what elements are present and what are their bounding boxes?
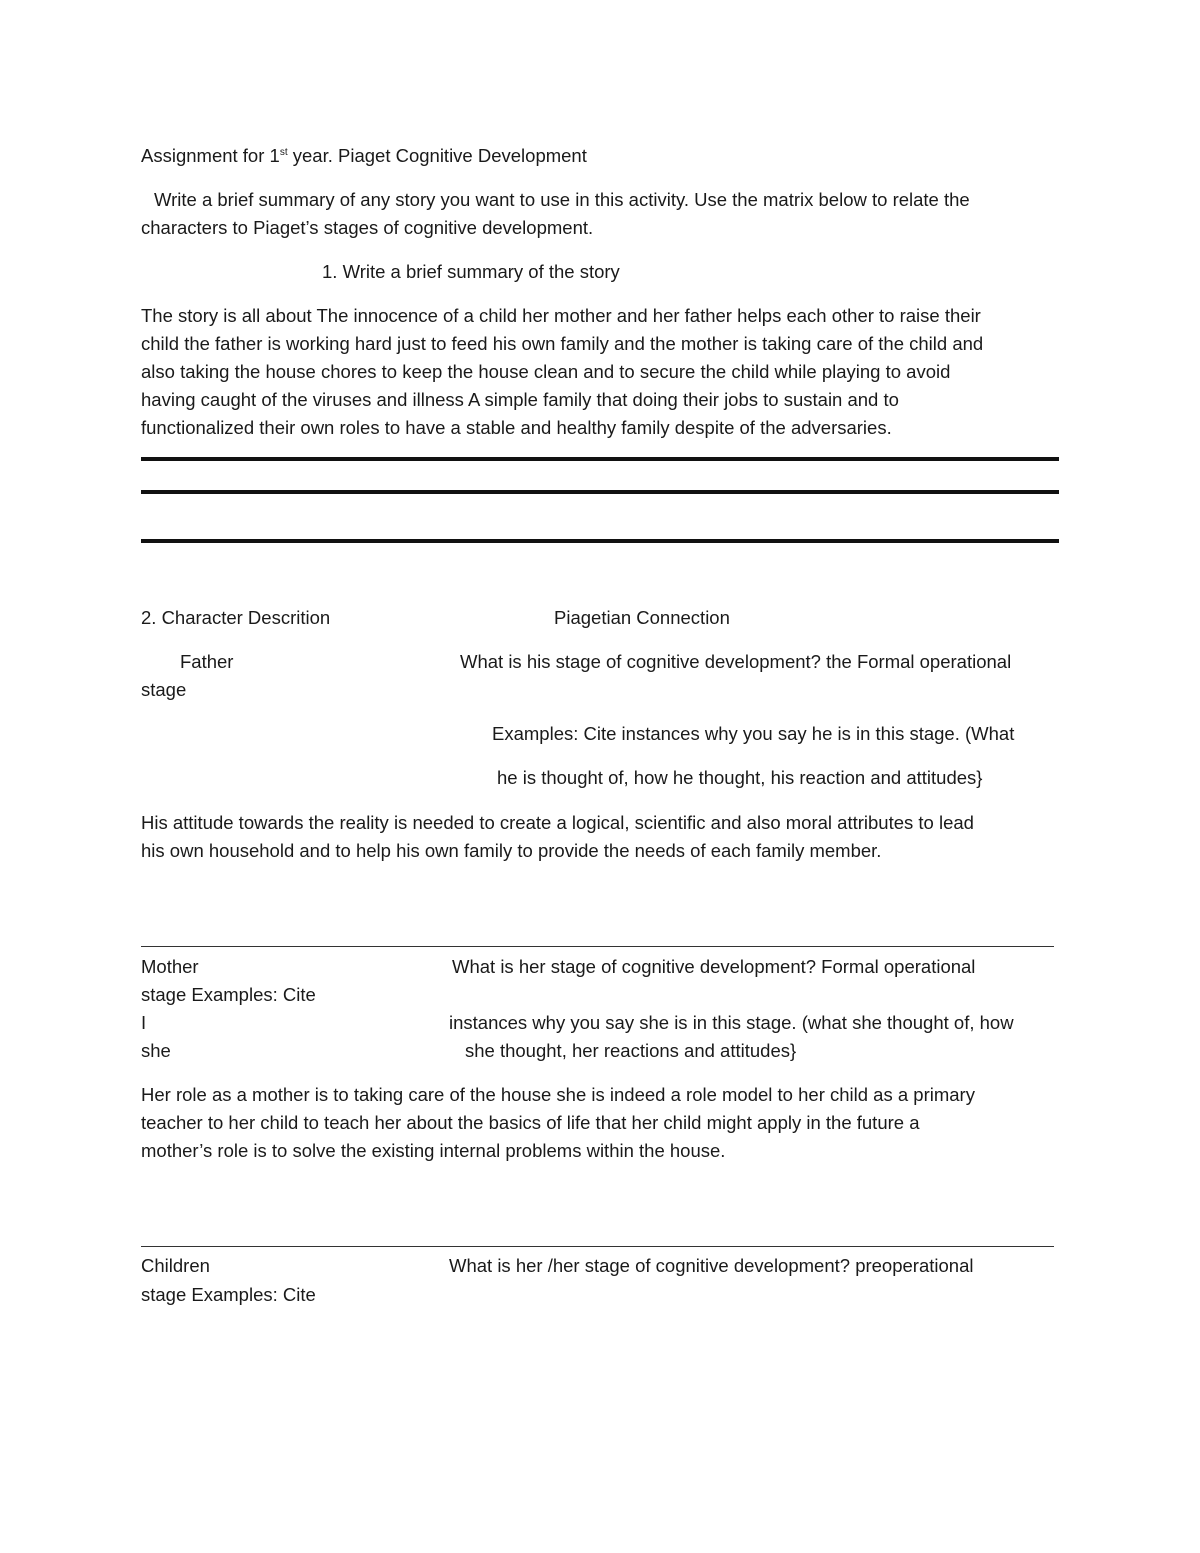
father-answer-line: his own household and to help his own family to provide the needs of each family member. xyxy=(141,840,882,861)
divider xyxy=(141,946,1054,947)
mother-answer-line: mother’s role is to solve the existing internal problems within the house. xyxy=(141,1140,726,1161)
section1-heading: 1. Write a brief summary of the story xyxy=(322,261,620,282)
children-stage-cont: stage Examples: Cite xyxy=(141,1284,316,1305)
summary-line: having caught of the viruses and illness A simple family that doing their jobs to sustain and to xyxy=(141,389,899,410)
mother-answer-line: teacher to her child to teach her about the basics of life that her child might apply in the future a xyxy=(141,1112,920,1133)
children-label: Children xyxy=(141,1255,210,1276)
mother-left-fragment: I xyxy=(141,1012,147,1033)
mother-examples-prompt-2: she thought, her reactions and attitudes} xyxy=(465,1040,797,1061)
section2-col2-heading: Piagetian Connection xyxy=(554,607,730,628)
summary-line: The story is all about The innocence of a child her mother and her father helps each other to raise their xyxy=(141,305,981,326)
children-stage-question: What is her /her stage of cognitive development? preoperational xyxy=(449,1255,974,1276)
mother-left-fragment: she xyxy=(141,1040,171,1061)
mother-answer-line: Her role as a mother is to taking care of the house she is indeed a role model to her child as a primary xyxy=(141,1084,975,1105)
summary-line: child the father is working hard just to feed his own family and the mother is taking care of the child and xyxy=(141,333,984,354)
answer-line-1 xyxy=(141,457,1059,461)
instructions-line-1: Write a brief summary of any story you want to use in this activity. Use the matrix below to relate the xyxy=(154,189,970,210)
mother-label: Mother xyxy=(141,956,199,977)
summary-line: functionalized their own roles to have a stable and healthy family despite of the adversaries. xyxy=(141,417,892,438)
mother-stage-question: What is her stage of cognitive development? Formal operational xyxy=(452,956,976,977)
page-title: Assignment for 1st year. Piaget Cognitive Development xyxy=(141,145,587,166)
father-stage-question-cont: stage xyxy=(141,679,187,700)
title-superscript: st xyxy=(279,147,288,158)
instructions-line-2: characters to Piaget’s stages of cognitive development. xyxy=(141,217,594,238)
summary-line: also taking the house chores to keep the house clean and to secure the child while playing to avoid xyxy=(141,361,951,382)
father-examples-prompt-1: Examples: Cite instances why you say he is in this stage. (What xyxy=(492,723,1015,744)
father-stage-question: What is his stage of cognitive development? the Formal operational xyxy=(460,651,1012,672)
mother-examples-prompt-1: instances why you say she is in this stage. (what she thought of, how xyxy=(449,1012,1014,1033)
father-label: Father xyxy=(180,651,234,672)
answer-line-2 xyxy=(141,490,1059,494)
divider xyxy=(141,1246,1054,1247)
father-examples-prompt-2: he is thought of, how he thought, his reaction and attitudes} xyxy=(497,767,983,788)
section2-col1-heading: 2. Character Descrition xyxy=(141,607,331,628)
mother-stage-cont: stage Examples: Cite xyxy=(141,984,316,1005)
father-answer-line: His attitude towards the reality is needed to create a logical, scientific and also moral attributes to lead xyxy=(141,812,974,833)
answer-line-3 xyxy=(141,539,1059,543)
